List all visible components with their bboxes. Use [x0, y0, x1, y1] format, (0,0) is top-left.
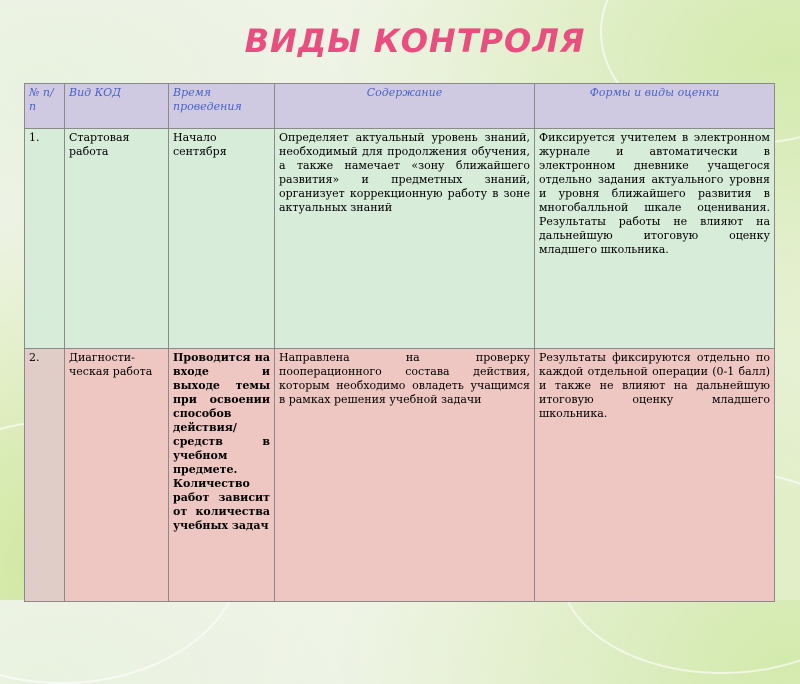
header-num: № п/п	[25, 84, 65, 129]
header-time: Время проведения	[169, 84, 275, 129]
cell-forms: Результаты фиксируются отдельно по каждой отдельной операции (0-1 балл) и также не влияют на дальнейшую итоговую оценку младшего школьника.	[535, 349, 775, 602]
control-types-table	[24, 83, 775, 602]
cell-num: 1.	[25, 129, 65, 349]
header-content: Содержание	[275, 84, 535, 129]
header-forms: Формы и виды оценки	[535, 84, 775, 129]
cell-type: Стартовая работа	[65, 129, 169, 349]
cell-forms: Фиксируется учителем в электронном журнале и автоматически в электронном дневнике учащегося отдельно задания актуального уровня и уровня ближайшего развития в многобалльной шкале оценивания. Результаты работы не влияют на дальнейшую итоговую оценку младшего школьника.	[535, 129, 775, 349]
header-type: Вид КОД	[65, 84, 169, 129]
cell-time: Проводится на входе и выходе темы при освоении способов действия/ средств в учебном предмете. Количество работ зависит от количества учебных задач	[169, 349, 275, 602]
table-header-row	[25, 84, 775, 129]
cell-num: 2.	[25, 349, 65, 602]
cell-time: Начало сентября	[169, 129, 275, 349]
table-row	[25, 349, 775, 602]
cell-content: Определяет актуальный уровень знаний, необходимый для продолжения обучения, а также намечает «зону ближайшего развития» и предметных знаний, организует коррекционную работу в зоне актуальных знаний	[275, 129, 535, 349]
cell-type: Диагности-ческая работа	[65, 349, 169, 602]
cell-content: Направлена на проверку пооперационного состава действия, которым необходимо овладеть учащимся в рамках решения учебной задачи	[275, 349, 535, 602]
page-title: ВИДЫ КОНТРОЛЯ	[244, 22, 586, 60]
table-row	[25, 129, 775, 349]
